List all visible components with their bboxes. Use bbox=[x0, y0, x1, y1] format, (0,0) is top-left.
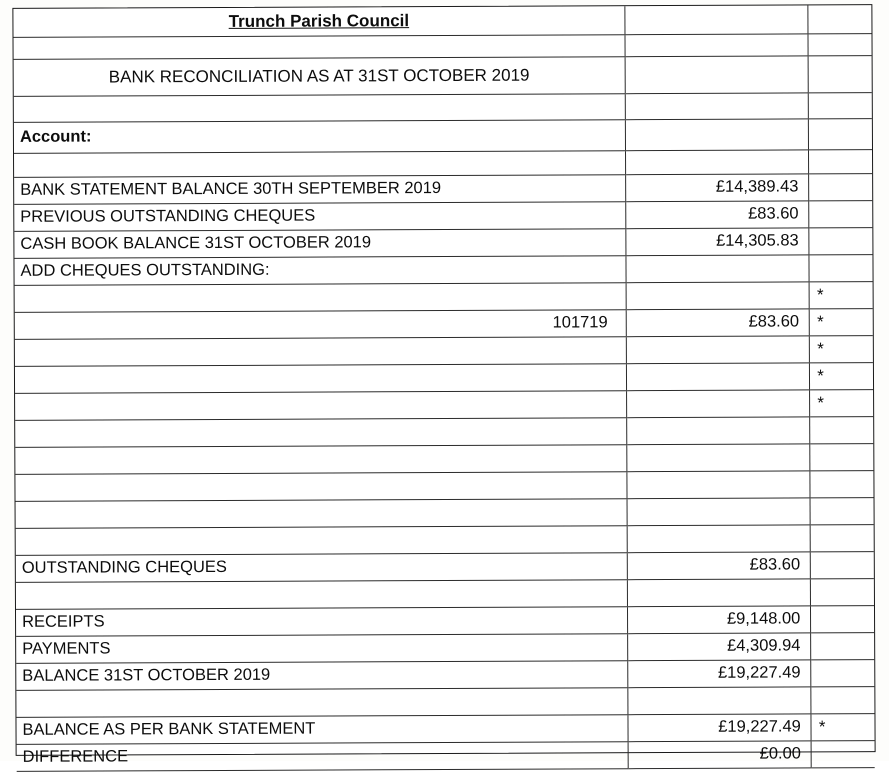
title-row bbox=[13, 5, 871, 37]
row-label: RECEIPTS bbox=[16, 607, 628, 637]
row-amount bbox=[626, 336, 810, 364]
row-label bbox=[15, 337, 627, 367]
subtitle-note-cell bbox=[808, 56, 871, 93]
row-amount: £83.60 bbox=[626, 201, 810, 229]
subtitle-amount-cell bbox=[625, 56, 809, 94]
table-row bbox=[16, 687, 874, 718]
row-note: * bbox=[809, 309, 872, 336]
row-note bbox=[811, 687, 874, 714]
row-amount: £83.60 bbox=[627, 552, 811, 580]
subtitle-row bbox=[14, 56, 872, 97]
account-note-cell bbox=[809, 119, 872, 150]
account-label: Account: bbox=[14, 120, 626, 154]
table-row bbox=[16, 660, 874, 691]
table-row bbox=[14, 201, 872, 232]
row-note bbox=[811, 633, 874, 660]
row-label: 101719 bbox=[15, 310, 627, 340]
row-amount: £19,227.49 bbox=[628, 660, 812, 688]
row-label bbox=[15, 364, 627, 394]
row-amount bbox=[627, 579, 811, 607]
row-note: * bbox=[811, 714, 874, 741]
row-amount: £19,227.49 bbox=[628, 714, 812, 742]
table-row bbox=[17, 741, 875, 772]
spacer-amount-cell bbox=[625, 34, 809, 57]
table-row bbox=[14, 228, 872, 259]
table-row bbox=[15, 282, 873, 313]
row-note bbox=[810, 498, 873, 525]
row-note bbox=[810, 471, 873, 498]
spacer-note-cell bbox=[809, 150, 872, 174]
row-label: OUTSTANDING CHEQUES bbox=[16, 553, 628, 583]
table-row bbox=[16, 498, 874, 529]
table-row bbox=[15, 363, 873, 394]
row-amount bbox=[627, 417, 811, 445]
row-label bbox=[16, 580, 628, 610]
row-note bbox=[810, 417, 873, 444]
row-amount: £14,389.43 bbox=[625, 174, 809, 202]
table-row bbox=[14, 255, 872, 286]
row-amount bbox=[626, 282, 810, 310]
row-label: BANK STATEMENT BALANCE 30TH SEPTEMBER 2019 bbox=[14, 175, 626, 205]
reconciliation-table-body bbox=[13, 5, 874, 771]
spacer-amount-cell bbox=[625, 93, 809, 120]
row-label bbox=[16, 526, 628, 556]
row-note bbox=[809, 255, 872, 282]
row-amount: £4,309.94 bbox=[627, 633, 811, 661]
row-amount bbox=[627, 498, 811, 526]
spacer-amount-cell bbox=[625, 150, 809, 175]
spacer-label-cell bbox=[14, 94, 625, 123]
table-row bbox=[15, 336, 873, 367]
row-note: * bbox=[809, 282, 872, 309]
row-label bbox=[15, 445, 627, 475]
row-note bbox=[810, 444, 873, 471]
row-label bbox=[15, 472, 627, 502]
table-row bbox=[16, 552, 874, 583]
row-label bbox=[15, 283, 627, 313]
spacer-label-cell bbox=[14, 151, 625, 178]
row-label: CASH BOOK BALANCE 31ST OCTOBER 2019 bbox=[14, 229, 626, 259]
row-note bbox=[809, 201, 872, 228]
account-section-row bbox=[14, 119, 872, 154]
spacer-note-cell bbox=[809, 93, 872, 119]
title-amount-cell bbox=[625, 5, 809, 34]
row-note bbox=[811, 741, 874, 768]
row-label: BALANCE 31ST OCTOBER 2019 bbox=[16, 661, 628, 691]
row-amount bbox=[627, 444, 811, 472]
table-row bbox=[14, 174, 872, 205]
row-note bbox=[811, 579, 874, 606]
table-row bbox=[15, 309, 873, 340]
document-title-text: Trunch Parish Council bbox=[228, 11, 410, 32]
row-amount bbox=[627, 471, 811, 499]
row-label: ADD CHEQUES OUTSTANDING: bbox=[14, 256, 626, 286]
row-note bbox=[811, 606, 874, 633]
row-note bbox=[811, 552, 874, 579]
row-label bbox=[15, 391, 627, 421]
row-label: PREVIOUS OUTSTANDING CHEQUES bbox=[14, 202, 626, 232]
row-note: * bbox=[810, 363, 873, 390]
row-amount bbox=[627, 525, 811, 553]
table-row bbox=[16, 714, 874, 745]
row-amount: £83.60 bbox=[626, 309, 810, 337]
spacer-note-cell bbox=[808, 34, 871, 56]
bank-reconciliation-sheet bbox=[12, 4, 875, 767]
row-label: BALANCE AS PER BANK STATEMENT bbox=[16, 715, 628, 745]
table-row bbox=[15, 417, 873, 448]
row-label: DIFFERENCE bbox=[17, 742, 629, 772]
document-subtitle: BANK RECONCILIATION AS AT 31ST OCTOBER 2019 bbox=[14, 57, 626, 97]
row-note: * bbox=[810, 390, 873, 417]
table-row bbox=[15, 390, 873, 421]
account-amount-cell bbox=[625, 119, 809, 151]
row-amount bbox=[626, 255, 810, 283]
row-note bbox=[809, 228, 872, 255]
row-amount: £9,148.00 bbox=[627, 606, 811, 634]
row-label bbox=[15, 418, 627, 448]
table-row bbox=[15, 444, 873, 475]
row-amount bbox=[628, 687, 812, 715]
row-amount: £0.00 bbox=[628, 741, 812, 769]
row-note: * bbox=[810, 336, 873, 363]
row-amount bbox=[626, 363, 810, 391]
title-note-cell bbox=[808, 5, 871, 34]
row-note bbox=[809, 174, 872, 201]
spacer-row bbox=[14, 93, 872, 123]
table-row bbox=[16, 525, 874, 556]
row-amount bbox=[626, 390, 810, 418]
table-row bbox=[15, 471, 873, 502]
document-title bbox=[13, 6, 625, 37]
table-row bbox=[16, 633, 874, 664]
reconciliation-table bbox=[13, 5, 874, 772]
row-note bbox=[811, 660, 874, 687]
spacer-label-cell bbox=[14, 35, 625, 60]
row-note bbox=[810, 525, 873, 552]
row-label bbox=[16, 499, 628, 529]
row-amount: £14,305.83 bbox=[626, 228, 810, 256]
table-row bbox=[16, 606, 874, 637]
row-label: PAYMENTS bbox=[16, 634, 628, 664]
table-row bbox=[16, 579, 874, 610]
row-label bbox=[16, 688, 628, 718]
